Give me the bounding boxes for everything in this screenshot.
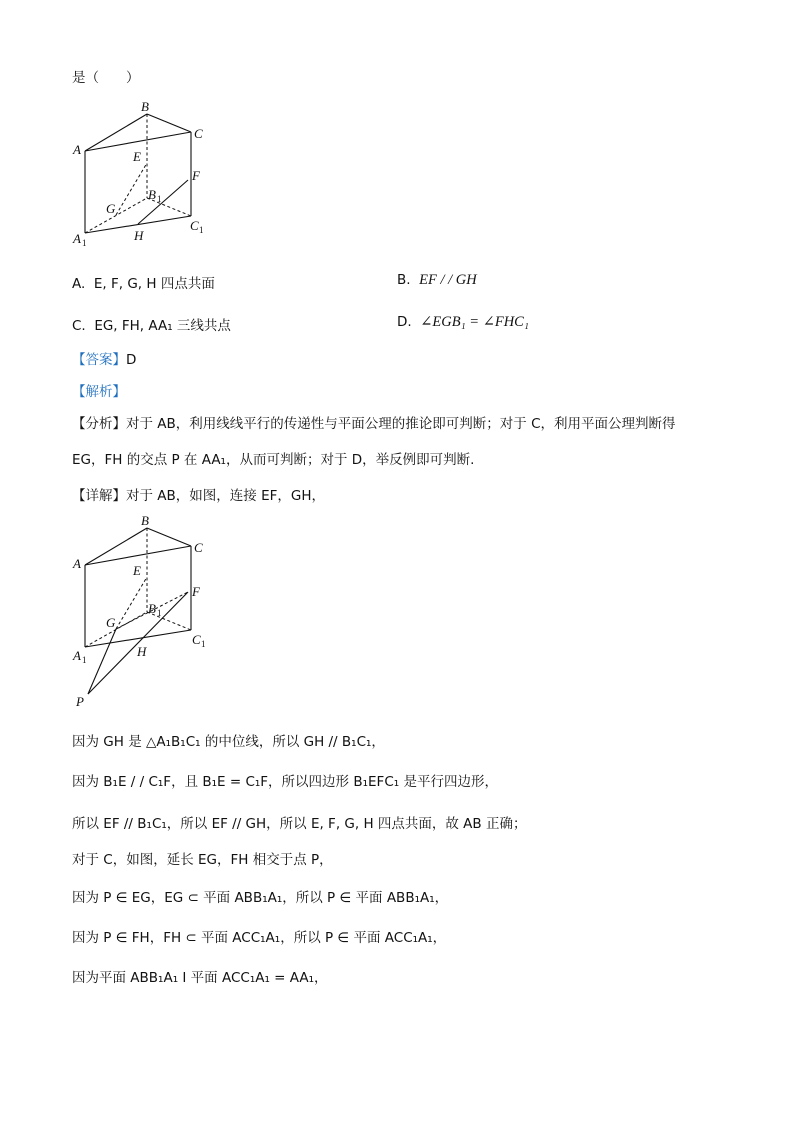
solution-line-1: 因为 GH 是 △A₁B₁C₁ 的中位线，所以 GH // B₁C₁， (72, 734, 385, 750)
label-B: B (141, 513, 149, 528)
label-B1-sub: 1 (157, 194, 162, 204)
label-G: G (106, 615, 116, 630)
solution-line-6: 因为 P ∈ FH，FH ⊂ 平面 ACC₁A₁，所以 P ∈ 平面 ACC₁A₁， (72, 930, 447, 946)
answer-line (72, 348, 136, 368)
label-E: E (133, 563, 141, 578)
prism-figure-2 (62, 512, 222, 712)
label-F: F (192, 584, 200, 599)
segment-GE-hidden (116, 163, 147, 215)
option-c: C. EG, FH, AA₁ 三线共点 (72, 318, 231, 334)
label-C: C (194, 126, 203, 141)
solution-line-3: 所以 EF // B₁C₁，所以 EF // GH，所以 E, F, G, H 四点共面，故 AB 正确； (72, 816, 527, 832)
detail-text-1: 【详解】对于 AB，如图，连接 EF，GH， (72, 488, 325, 504)
edge-BC (147, 528, 191, 546)
label-B: B (141, 99, 149, 114)
label-G: G (106, 201, 116, 216)
label-A1-sub: 1 (82, 238, 87, 248)
solution-line-2: 因为 B₁E / / C₁F，且 B₁E = C₁F，所以四边形 B₁EFC₁ 是平行四边形， (72, 774, 498, 790)
label-A1: A (73, 648, 81, 663)
label-F: F (192, 168, 200, 183)
label-C: C (194, 540, 203, 555)
segment-PF (88, 592, 188, 694)
analysis-label: 【解析】 (72, 384, 126, 400)
label-A1: A (73, 231, 81, 246)
answer-value: D (126, 352, 137, 368)
label-A: A (73, 142, 81, 157)
option-a: A. E, F, G, H 四点共面 (72, 276, 215, 292)
option-d: D. ∠EGB₁ = ∠FHC₁ (397, 314, 529, 330)
label-A1-sub: 1 (82, 655, 87, 665)
label-C1-sub: 1 (201, 639, 206, 649)
segment-PG (88, 629, 116, 694)
label-P: P (76, 694, 84, 709)
label-C1: C (190, 218, 199, 233)
answer-label: 【答案】 (72, 352, 126, 368)
analysis-text-1: 【分析】对于 AB，利用线线平行的传递性与平面公理的推论即可判断；对于 C，利用平面公理判断得 (72, 416, 676, 432)
solution-line-7: 因为平面 ABB₁A₁ I 平面 ACC₁A₁ = AA₁， (72, 970, 328, 986)
solution-line-5: 因为 P ∈ EG，EG ⊂ 平面 ABB₁A₁，所以 P ∈ 平面 ABB₁A₁， (72, 890, 449, 906)
solution-line-4: 对于 C，如图，延长 EG，FH 相交于点 P， (72, 852, 333, 868)
analysis-text-2: EG，FH 的交点 P 在 AA₁，从而可判断；对于 D，举反例即可判断. (72, 452, 475, 468)
label-E: E (133, 149, 141, 164)
prism-figure-1 (62, 98, 222, 250)
label-C1-sub: 1 (199, 225, 204, 235)
label-C1: C (192, 632, 201, 647)
edge-BC (147, 114, 191, 132)
label-B1: B (148, 187, 156, 202)
question-tail: 是（ ） (72, 70, 140, 86)
label-H: H (137, 644, 147, 659)
option-b: B. EF / / GH (397, 272, 477, 288)
label-B1-sub: 1 (157, 608, 162, 618)
label-B1: B (148, 601, 156, 616)
label-A: A (73, 556, 81, 571)
label-H: H (134, 228, 144, 243)
